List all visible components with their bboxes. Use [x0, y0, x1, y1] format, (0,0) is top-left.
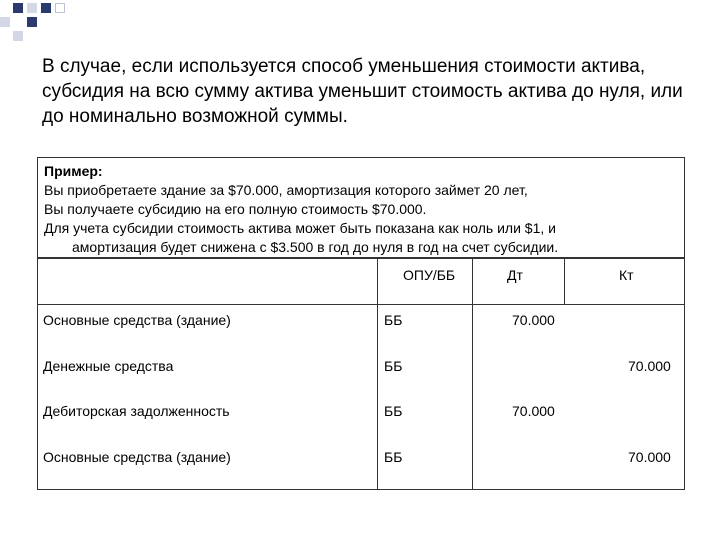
- example-heading: Пример:: [44, 163, 103, 179]
- header-opu: ОПУ/ББ: [403, 267, 456, 283]
- decor-square: [13, 3, 23, 13]
- debit-amount: 70.000: [512, 403, 555, 419]
- example-line: Вы получаете субсидию на его полную стоимость $70.000.: [44, 201, 427, 217]
- table-divider: [472, 259, 473, 489]
- example-line: амортизация будет снижена с $3.500 в год до нуля в год на счет субсидии.: [72, 239, 559, 255]
- decor-square: [27, 3, 37, 13]
- example-line: Для учета субсидии стоимость актива может быть показана как ноль или $1, и: [44, 220, 556, 236]
- table-divider: [377, 259, 378, 489]
- decor-square: [0, 17, 10, 27]
- account-name: Дебиторская задолженность: [43, 403, 230, 419]
- opu-cell: ББ: [384, 403, 403, 419]
- account-name: Денежные средства: [43, 358, 174, 374]
- main-statement: В случае, если используется способ уменьшения стоимости актива, субсидия на всю сумму актива уменьшит стоимость актива до нуля, или до номинально возможной суммы.: [42, 56, 683, 127]
- opu-cell: ББ: [384, 449, 403, 465]
- credit-amount: 70.000: [628, 358, 671, 374]
- opu-cell: ББ: [384, 358, 403, 374]
- table-divider: [38, 304, 684, 305]
- decor-square: [13, 31, 23, 41]
- debit-amount: 70.000: [512, 312, 555, 328]
- journal-entry-table: [37, 258, 685, 490]
- account-name: Основные средства (здание): [43, 312, 231, 328]
- header-dt: Дт: [507, 267, 523, 283]
- decor-square: [55, 3, 65, 13]
- decor-square: [41, 3, 51, 13]
- account-name: Основные средства (здание): [43, 449, 231, 465]
- table-divider: [564, 259, 565, 304]
- example-box: [37, 157, 685, 258]
- credit-amount: 70.000: [628, 449, 671, 465]
- decor-square: [27, 17, 37, 27]
- opu-cell: ББ: [384, 312, 403, 328]
- header-kt: Кт: [619, 267, 634, 283]
- example-line: Вы приобретаете здание за $70.000, амортизация которого займет 20 лет,: [44, 182, 528, 198]
